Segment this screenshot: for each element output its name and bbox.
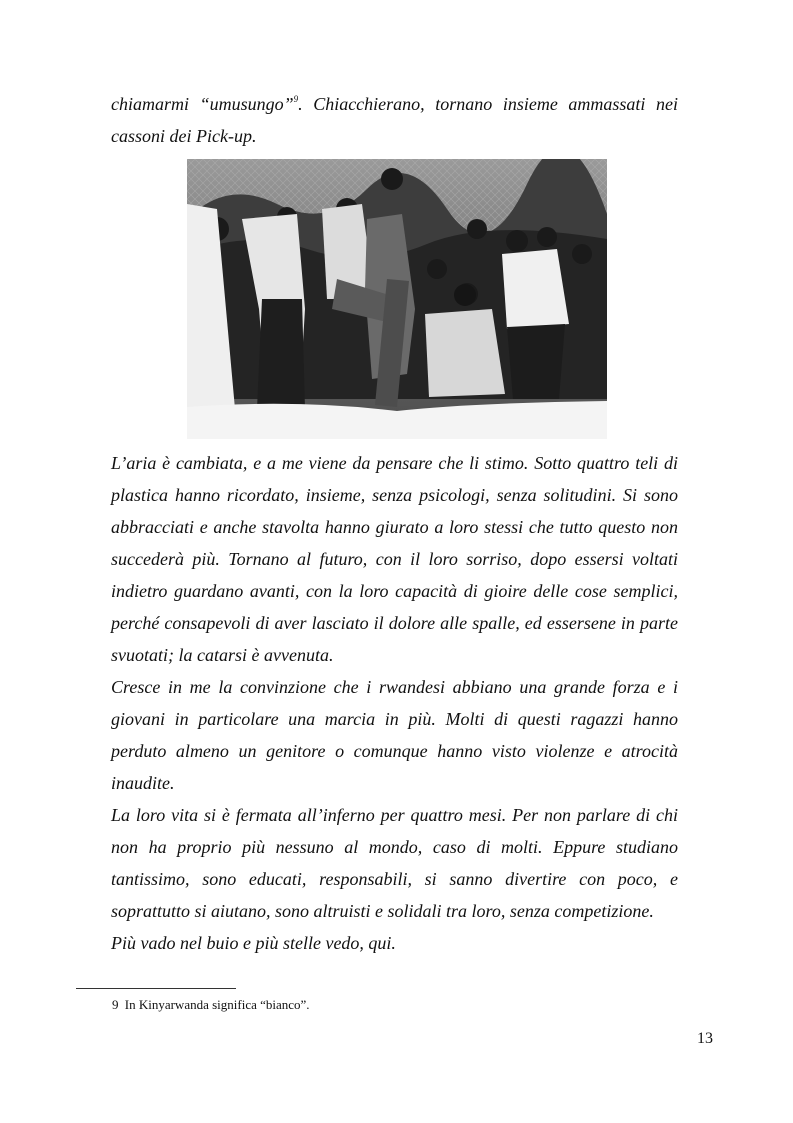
page-number: 13: [697, 1030, 713, 1047]
paragraph: Più vado nel buio e più stelle vedo, qui.: [111, 933, 396, 953]
footnote-reference[interactable]: 9: [293, 94, 299, 104]
footnote: [112, 997, 310, 1013]
body-text: [111, 447, 678, 959]
paragraph: [111, 88, 678, 152]
paragraph: La loro vita si è fermata all’inferno per quattro mesi. Per non parlare di chi non ha proprio più nessuno al mondo, caso di molti. Eppure studiano tantissimo, sono educati, responsabili, si sanno divertire con poco, e soprattutto si aiutano, sono altruisti e solidali tra loro, senza competizione.: [111, 805, 678, 921]
top-paragraph: [111, 88, 678, 152]
footnote-separator: [76, 988, 236, 989]
paragraph-text: chiamarmi “umusungo”: [111, 94, 294, 114]
footnote-number: 9: [112, 997, 119, 1012]
footnote-text: In Kinyarwanda significa “bianco”.: [124, 997, 310, 1012]
photo-rwandan-youth-gathering: [187, 159, 607, 439]
paragraph: Cresce in me la convinzione che i rwandesi abbiano una grande forza e i giovani in particolare una marcia in più. Molti di questi ragazzi hanno perduto almeno un genitore o comunque hanno visto violenze e atrocità inaudite.: [111, 677, 678, 793]
paragraph-text: . Chiacchierano, tornano insieme ammassati nei cassoni dei Pick-up.: [111, 94, 678, 146]
paragraph: L’aria è cambiata, e a me viene da pensare che li stimo. Sotto quattro teli di plastica hanno ricordato, insieme, senza psicologi, senza solitudini. Si sono abbracciati e anche stavolta hanno giurato a loro stessi che tutto questo non succederà più. Tornano al futuro, con il loro sorriso, dopo essersi voltati indietro guardano avanti, con la loro capacità di gioire delle cose semplici, perché consapevoli di aver lasciato il dolore alle spalle, ed essersene in parte svuotati; la catarsi è avvenuta.: [111, 453, 678, 665]
